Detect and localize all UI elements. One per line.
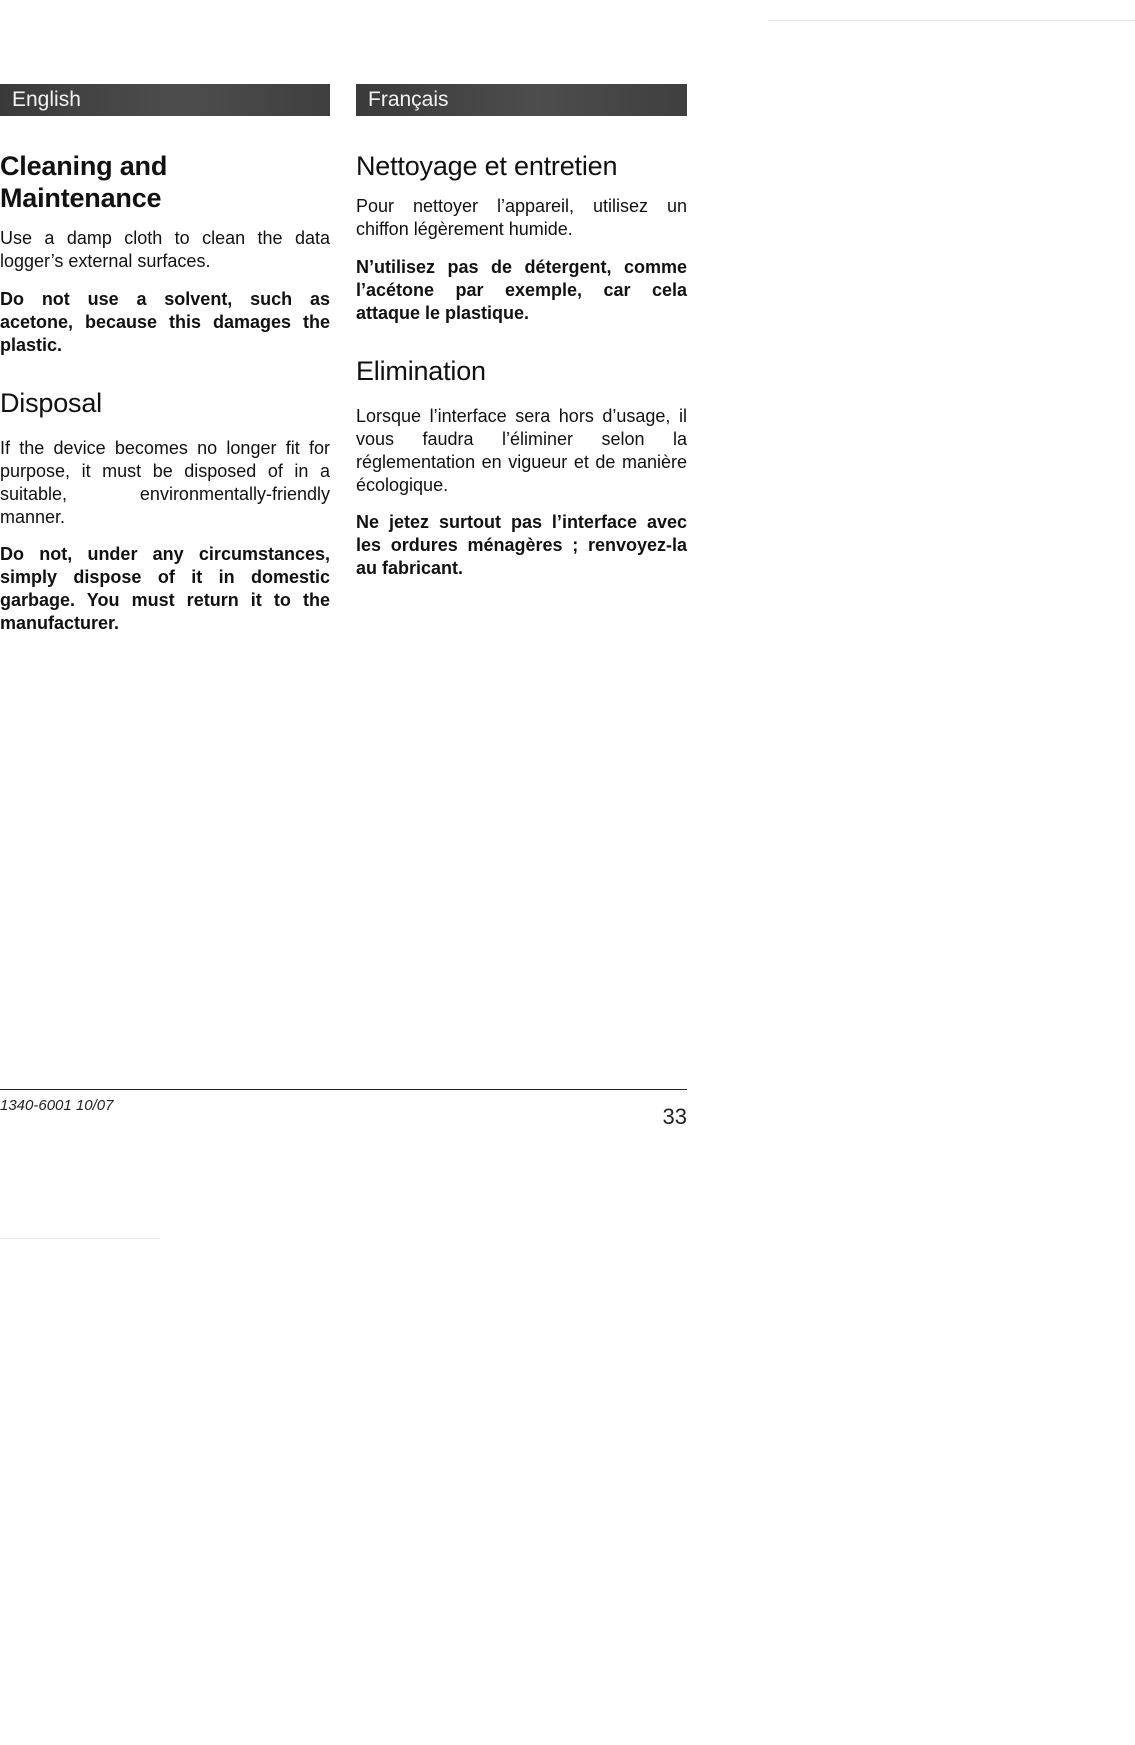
scan-artifact-top xyxy=(768,0,1135,21)
footer-divider xyxy=(0,1089,687,1090)
cleaning-warning-fr: N’utilisez pas de détergent, comme l’acétone par exemple, car cela attaque le plastique. xyxy=(356,257,687,323)
english-language-bar: English xyxy=(0,84,330,116)
disposal-text-en: If the device becomes no longer fit for purpose, it must be disposed of in a suitable, environmentally-friendly manner. xyxy=(0,438,330,527)
scan-artifact-bottom xyxy=(0,1238,160,1239)
disposal-heading-fr: Elimination xyxy=(356,356,486,386)
cleaning-text-fr: Pour nettoyer l’appareil, utilisez un chiffon légèrement humide. xyxy=(356,196,687,239)
disposal-text-fr: Lorsque l’interface sera hors d’usage, il vous faudra l’éliminer selon la réglementation en vigueur et de manière écologique. xyxy=(356,406,687,495)
cleaning-heading-en: Cleaning and Maintenance xyxy=(0,151,168,213)
english-column xyxy=(0,84,330,635)
disposal-warning-en: Do not, under any circumstances, simply dispose of it in domestic garbage. You must return it to the manufacturer. xyxy=(0,544,330,633)
disposal-heading-en: Disposal xyxy=(0,388,102,418)
cleaning-heading-fr: Nettoyage et entretien xyxy=(356,151,618,181)
document-code: 1340-6001 10/07 xyxy=(0,1097,114,1114)
french-column xyxy=(356,84,687,580)
page-number: 33 xyxy=(662,1104,687,1129)
cleaning-text-en: Use a damp cloth to clean the data logger’s external surfaces. xyxy=(0,228,330,271)
french-language-bar: Français xyxy=(356,84,687,116)
cleaning-warning-en: Do not use a solvent, such as acetone, because this damages the plastic. xyxy=(0,289,330,355)
disposal-warning-fr: Ne jetez surtout pas l’interface avec les ordures ménagères ; renvoyez-la au fabricant. xyxy=(356,512,687,578)
